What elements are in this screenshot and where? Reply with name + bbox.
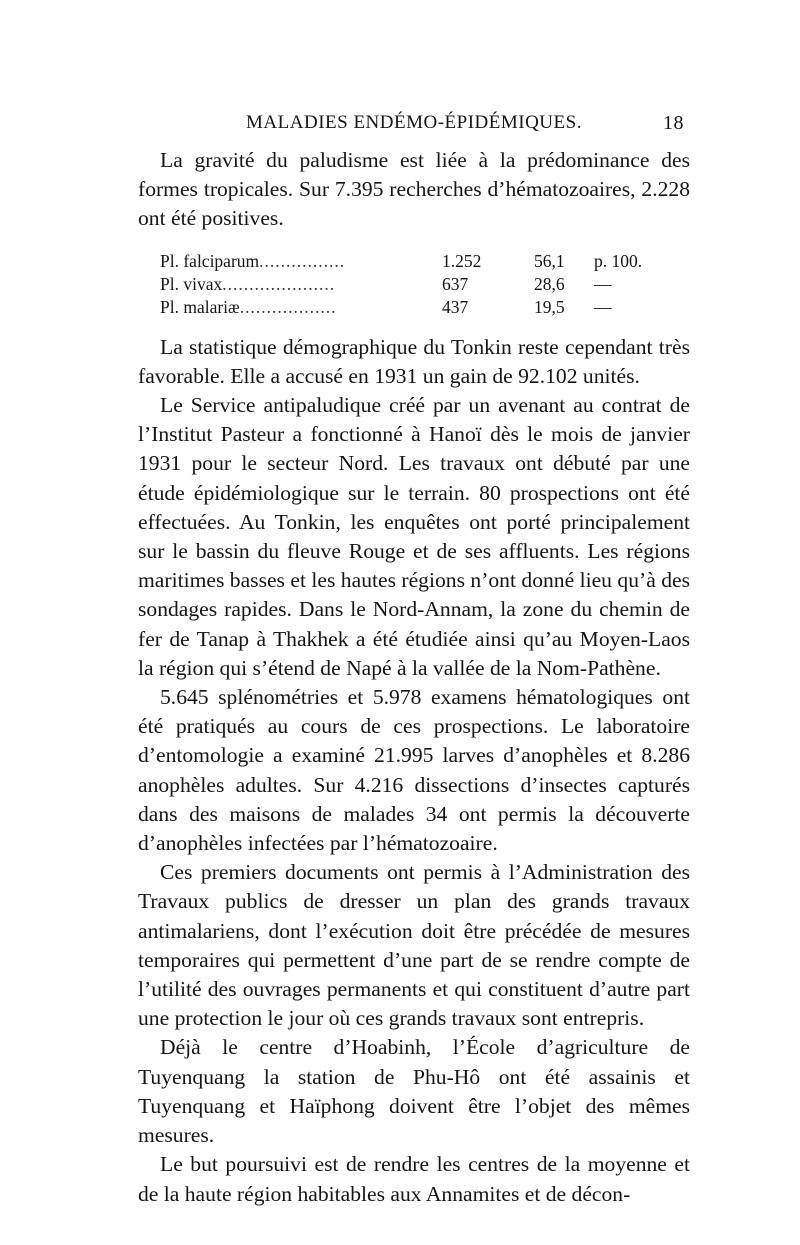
body-paragraph: Le Service antipaludique créé par un avenant au contrat de l’Institut Pasteur a fonctionné à Hanoï dès le mois de janvier 1931 pour le secteur Nord. Les travaux ont débuté par une étude épidémiologique sur le terrain. 80 prospections ont été effectuées. Au Tonkin, les enquêtes ont porté principalement sur le bassin du fleuve Rouge et de ses affluents. Les régions maritimes basses et les hautes régions n’ont donné lieu qu’à des sondages rapides. Dans le Nord-Annam, la zone du chemin de fer de Tanap à Thakhek a été étudiée ainsi qu’au Moyen-Laos la région qui s’étend de Napé à la vallée de la Nom-Pathène. xyxy=(138,393,690,680)
percent-value: 28,6 xyxy=(534,273,565,294)
unit-label: — xyxy=(594,273,612,294)
percent-value: 56,1 xyxy=(534,250,565,271)
intro-paragraph: La gravité du paludisme est liée à la prédominance des formes tropicales. Sur 7.395 recherches d’hématozoaires, 2.228 ont été positives. xyxy=(138,148,690,231)
count-value: 437 xyxy=(442,296,469,317)
percent-value: 19,5 xyxy=(534,296,565,317)
document-page xyxy=(138,112,690,1209)
species-name: Pl. vivax xyxy=(160,273,223,294)
dot-leader: ................ xyxy=(259,250,346,271)
count-value: 637 xyxy=(442,273,469,294)
body-paragraph: Le but poursuivi est de rendre les centres de la moyenne et de la haute région habitables aux Annamites et de décon- xyxy=(138,1152,690,1206)
running-header xyxy=(138,112,690,146)
running-title: MALADIES ENDÉMO-ÉPIDÉMIQUES. xyxy=(246,112,582,133)
body-paragraph: Déjà le centre d’Hoabinh, l’École d’agriculture de Tuyenquang la station de Phu-Hô ont été assainis et Tuyenquang et Haïphong doivent être l’objet des mêmes mesures. xyxy=(138,1035,690,1148)
count-value: 1.252 xyxy=(442,250,482,271)
body-paragraph: 5.645 splénométries et 5.978 examens hématologiques ont été pratiqués au cours de ces prospections. Le laboratoire d’entomologie a examiné 21.995 larves d’anophèles et 8.286 anophèles adultes. Sur 4.216 dissections d’insectes capturés dans des maisons de malades 34 ont permis la découverte d’anophèles infectées par l’hématozoaire. xyxy=(138,685,690,856)
dot-leader: .................. xyxy=(239,296,337,317)
species-name: Pl. malariæ xyxy=(160,296,240,317)
table-row xyxy=(160,273,642,296)
page-number: 18 xyxy=(663,112,684,134)
unit-label: — xyxy=(594,296,612,317)
body-paragraph: La statistique démographique du Tonkin reste cependant très favorable. Elle a accusé en 1931 un gain de 92.102 unités. xyxy=(138,334,690,388)
table-row xyxy=(160,296,642,319)
body-paragraph: Ces premiers documents ont permis à l’Administration des Travaux publics de dresser un plan des grands travaux antimalariens, dont l’exécution doit être précédée de mesures temporaires qui permettent d’une part de se rendre compte de l’utilité des ouvrages permanents et qui constituent d’autre part une protection le jour où ces grands travaux sont entrepris. xyxy=(138,860,690,1031)
parasite-stats-table xyxy=(160,250,642,319)
table-row xyxy=(160,250,642,273)
unit-label: p. 100. xyxy=(594,250,643,271)
species-name: Pl. falciparum xyxy=(160,250,260,271)
dot-leader: ..................... xyxy=(222,273,336,294)
